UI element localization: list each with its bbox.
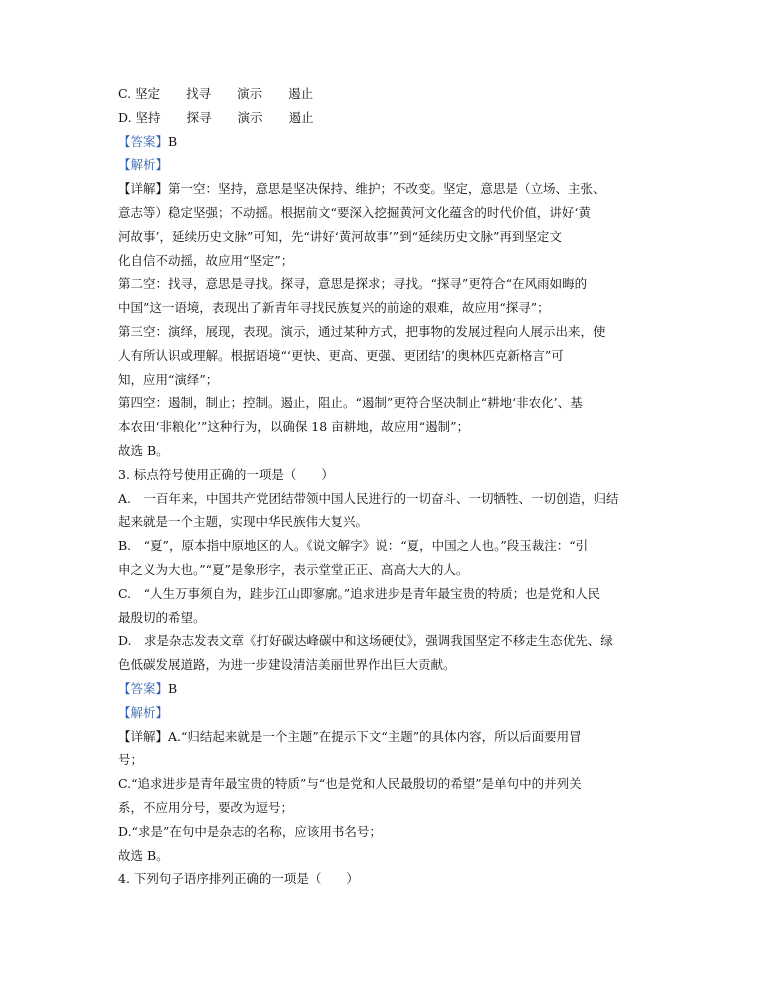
q2-conclusion: 故选 B。 (118, 442, 169, 458)
analysis-tag: 【解析】 (118, 157, 169, 173)
option-d-word2: 探寻 (186, 109, 212, 125)
q3-option-line: 最殷切的希望。 (118, 609, 206, 625)
q3-option-line: 起来就是一个主题，实现中华民族伟大复兴。 (118, 514, 369, 530)
option-d (118, 106, 658, 130)
q3-analysis (118, 701, 658, 725)
analysis-tag: 【解析】 (118, 704, 169, 720)
q3-detail-line: 系，不应用分号，要改为逗号； (118, 799, 294, 815)
document-page (118, 82, 658, 891)
detail-text: 第一空：坚持，意思是坚决保持、维护；不改变。坚定，意思是（立场、主张、 (168, 181, 606, 197)
q3-option-line: 色低碳发展道路，为进一步建设清洁美丽世界作出巨大贡献。 (118, 657, 456, 673)
option-c-word2: 找寻 (186, 86, 212, 101)
q2-detail-line: 意志等）稳定坚强；不动摇。根据前文“要深入挖掘黄河文化蕴含的时代价值，讲好‘黄 (118, 204, 591, 220)
q3-option-line: A. 一百年来，中国共产党团结带领中国人民进行的一切奋斗、一切牺牲、一切创造，归结 (118, 490, 619, 506)
q4-stem: 4. 下列句子语序排列正确的一项是（ ） (118, 871, 359, 887)
q2-detail-line: 化自信不动摇，故应用“坚定”； (118, 252, 294, 268)
option-c-word3: 演示 (237, 86, 263, 101)
q2-detail-line: 知，应用“演绎”； (118, 371, 219, 387)
q3-option-line: D. 求是杂志发表文章《打好碳达峰碳中和这场硬仗》，强调我国坚定不移走生态优先、绿 (118, 633, 613, 649)
answer-value: B (168, 133, 178, 149)
answer-tag: 【答案】 (118, 680, 169, 696)
option-c-label: C. 坚定 (118, 86, 161, 101)
q3-answer (118, 677, 658, 701)
option-d-word4: 遏止 (288, 109, 314, 125)
detail-tag: 【详解】 (118, 728, 169, 744)
q2-detail-line: 人有所认识或理解。根据语境“‘更快、更高、更强、更团结’的奥林匹克新格言”可 (118, 347, 564, 363)
q2-answer (118, 130, 658, 154)
answer-tag: 【答案】 (118, 133, 169, 149)
option-c (118, 82, 658, 106)
q3-conclusion: 故选 B。 (118, 847, 169, 863)
q2-detail-line: 第四空：遏制，制止；控制。遏止，阻止。“遏制”更符合坚决制止“耕地‘非农化’、基 (118, 395, 583, 411)
option-c-word4: 遏止 (288, 86, 314, 101)
q3-option-line: B. “夏”，原本指中原地区的人。《说文解字》说：“夏，中国之人也。”段玉裁注：“引 (118, 538, 589, 554)
q2-detail-line: 河故事’，延续历史文脉”可知，先“讲好‘黄河故事’”到“延续历史文脉”再到坚定文 (118, 228, 562, 244)
q2-detail-line (118, 177, 658, 201)
q2-detail-line: 第三空：演绎，展现，表现。演示，通过某种方式，把事物的发展过程向人展示出来，使 (118, 323, 606, 339)
detail-tag: 【详解】 (118, 181, 169, 197)
q2-detail-line: 第二空：找寻，意思是寻找。探寻，意思是探求；寻找。“探寻”更符合“在风雨如晦的 (118, 276, 588, 292)
q3-detail-line: D.“求是”在句中是杂志的名称，应该用书名号； (118, 823, 382, 839)
q2-analysis (118, 153, 658, 177)
q2-detail-line: 中国”这一语境，表现出了新青年寻找民族复兴的前途的艰难，故应用“探寻”； (118, 300, 550, 316)
option-d-word3: 演示 (237, 109, 263, 125)
q3-option-line: 申之义为大也。”“夏”是象形字，表示堂堂正正、高高大大的人。 (118, 561, 469, 577)
q3-stem: 3. 标点符号使用正确的一项是（ ） (118, 466, 334, 482)
q3-detail-line (118, 725, 658, 749)
answer-value: B (168, 680, 178, 696)
q2-detail-line: 本农田‘非粮化’”这种行为，以确保 18 亩耕地，故应用“遏制”； (118, 419, 469, 435)
q3-detail-line: 号； (118, 752, 144, 768)
q3-detail-line: C.“追求进步是青年最宝贵的特质”与“也是党和人民最殷切的希望”是单句中的并列关 (118, 776, 582, 792)
detail-text: A.“归结起来就是一个主题”在提示下文“主题”的具体内容，所以后面要用冒 (168, 728, 582, 744)
q3-option-line: C. “人生万事须自为，跬步江山即寥廓。”追求进步是青年最宝贵的特质；也是党和人民 (118, 585, 601, 601)
option-d-label: D. 坚持 (118, 109, 161, 125)
